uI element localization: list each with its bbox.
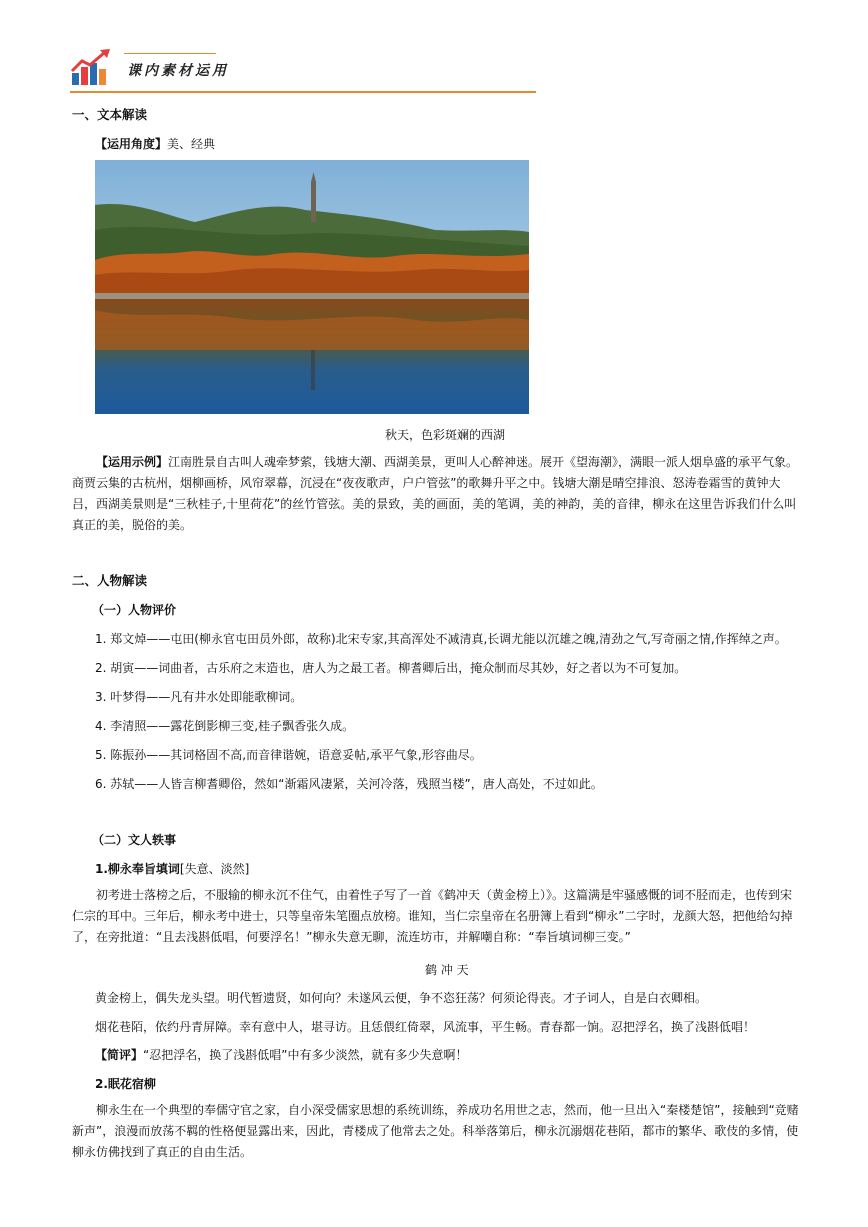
poem-line-1: 黄金榜上，偶失龙头望。明代暂遗贤，如何向？未遂风云便，争不恣狂荡？何须论得丧。才子词人，自是白衣卿相。: [95, 991, 708, 1005]
poem-title: 鹤 冲 天: [425, 963, 469, 977]
comment-text: “忍把浮名，换了浅斟低唱”中有多少淡然，就有多少失意啊！: [143, 1048, 468, 1062]
evaluation-item: 2. 胡寅——词曲者，古乐府之末造也，唐人为之最工者。柳耆卿后出，掩众制而尽其妙，好之者以为不可复加。: [95, 661, 687, 675]
header-top-rule: [124, 53, 216, 54]
example-label: 【运用示例】: [96, 455, 169, 469]
story2-paragraph: [72, 1100, 800, 1163]
evaluation-item: 4. 李清照——露花倒影柳三变,桂子飘香张久成。: [95, 719, 355, 733]
poem-line-2: 烟花巷陌，依约丹青屏障。幸有意中人，堪寻访。且恁偎红倚翠，风流事，平生畅。青春都一饷。忍把浮名，换了浅斟低唱！: [95, 1020, 756, 1034]
subheading-evaluation: （一）人物评价: [92, 603, 177, 617]
chart-logo-icon: [70, 47, 114, 87]
west-lake-photo: [95, 160, 529, 414]
comment-label: 【简评】: [95, 1048, 144, 1062]
story2-text: 柳永生在一个典型的奉儒守官之家，自小深受儒家思想的系统训练，养成功名用世之志，然而，他一旦出入“秦楼楚馆”，接触到“竞赌新声”，浪漫而放荡不羁的性格便显露出来，因此，青楼成了他常去之处。科举落第后，柳永沉溺烟花巷陌，都市的繁华、歌伎的多情，使柳永仿佛找到了真正的自由生活。: [72, 1103, 799, 1159]
angle-line: [95, 135, 215, 152]
evaluation-item: 5. 陈振孙——其词格固不高,而音律谐婉，语意妥帖,承平气象,形容曲尽。: [95, 748, 482, 762]
story1-title: 1.柳永奉旨填词: [95, 862, 180, 876]
example-text: 江南胜景自古叫人魂牵梦萦，钱塘大潮、西湖美景，更叫人心醉神迷。展开《望海潮》，满眼一派人烟阜盛的承平气象。商贾云集的古杭州，烟柳画桥，风帘翠幕，沉浸在“夜夜歌声，户户管弦”的歌舞升平之中。钱塘大潮是晴空排浪、怒涛卷霜雪的黄钟大吕，西湖美景则是“三秋桂子,十里荷花”的丝竹管弦。美的景致，美的画面，美的笔调，美的神韵，美的音律，柳永在这里告诉我们什么叫真正的美，脱俗的美。: [72, 455, 799, 532]
story1-paragraph: [72, 885, 800, 948]
evaluation-item: 1. 郑文焯——屯田(柳永官屯田员外郎，故称)北宋专家,其高浑处不减清真,长调尤能以沉雄之魄,清劲之气,写奇丽之情,作挥绰之声。: [95, 632, 787, 646]
comment-line: [95, 1046, 467, 1063]
section1-heading: 一、文本解读: [72, 107, 148, 122]
photo-caption: 秋天，色彩斑斓的西湖: [385, 428, 506, 442]
story1-text: 初考进士落榜之后，不服输的柳永沉不住气，由着性子写了一首《鹤冲天（黄金榜上）》。这篇满是牢骚感慨的词不胫而走，也传到宋仁宗的耳中。三年后，柳永考中进士，只等皇帝朱笔圈点放榜。谁知，当仁宗皇帝在名册簿上看到“柳永”二字时，龙颜大怒，把他给勾掉了，在旁批道：“且去浅斟低唱，何要浮名！”柳永失意无聊，流连坊市，并解嘲自称：“奉旨填词柳三变。”: [72, 888, 793, 944]
header-rule: [70, 91, 536, 93]
section2-heading: 二、人物解读: [72, 573, 148, 588]
evaluation-item: 3. 叶梦得——凡有井水处即能歌柳词。: [95, 690, 303, 704]
story1-tag: [失意、淡然]: [179, 862, 250, 876]
evaluation-item: 6. 苏轼——人皆言柳耆卿俗，然如“渐霜风凄紧，关河冷落，残照当楼”，唐人高处，不过如此。: [95, 777, 603, 791]
angle-label: 【运用角度】: [95, 137, 168, 151]
story1-heading: [95, 860, 249, 877]
angle-text: 美、经典: [167, 137, 216, 151]
header-title: 课内素材运用: [127, 63, 229, 79]
example-paragraph: [72, 452, 800, 536]
story2-title: 2.眠花宿柳: [95, 1077, 156, 1091]
subheading-anecdotes: （二）文人轶事: [92, 833, 177, 847]
